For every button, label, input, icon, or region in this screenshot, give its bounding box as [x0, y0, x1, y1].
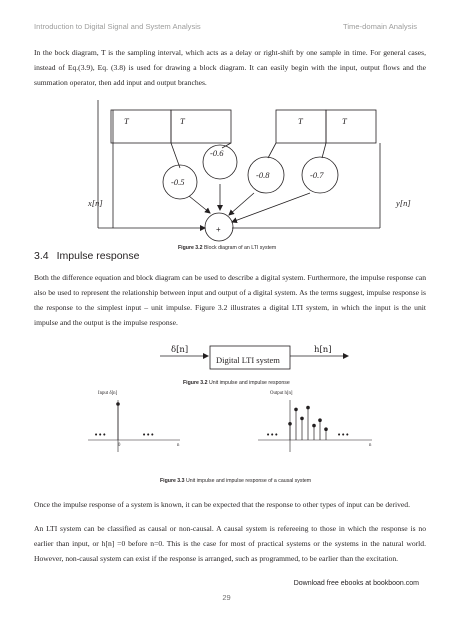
input-stem-group — [116, 402, 120, 440]
output-stem-marker-7 — [312, 424, 316, 428]
output-stem-marker-6 — [306, 406, 310, 410]
input-origin-label: 0 — [118, 443, 121, 448]
input-left-ellipsis: ••• — [94, 431, 107, 439]
output-plot-title: Output h[n] — [270, 391, 293, 396]
output-left-ellipsis: ••• — [266, 431, 279, 439]
coefficient-label-3: -0.8 — [256, 170, 270, 180]
figure-caption-text: Block diagram of an LTI system — [203, 245, 277, 251]
input-n-label: n — [177, 443, 180, 448]
bookboon-download-link[interactable]: Download free ebooks at bookboon.com — [293, 580, 419, 587]
impulse-paragraph: Both the difference equation and block diagram can be used to describe a digital system. Furthermore, the impulse response can also be used to represent the relationship between input and output of a digital system. As the terms suggest, impulse response is the response to the simplest input – unit impulse. Figure 3.2 illustrates a digital LTI system, in which the input is the unit impulse and the output is the impulse response. — [34, 273, 426, 327]
known-response-paragraph: Once the impulse response of a system is known, it can be expected that the response to other types of input can be derived. — [34, 500, 410, 509]
figure-number: Figure 3.3 — [160, 478, 185, 484]
figure-number: Figure 3.2 — [178, 245, 203, 251]
figure-caption-text: Unit impulse and impulse response — [208, 380, 290, 386]
output-right-ellipsis: ••• — [337, 431, 350, 439]
input-stem-marker-3 — [116, 402, 120, 406]
coefficient-label-1: -0.5 — [171, 177, 185, 187]
delay-label-4: T — [342, 116, 347, 126]
output-stem-marker-3 — [288, 422, 292, 426]
intro-paragraph: In the bock diagram, T is the sampling interval, which acts as a delay or right-shift by one sample in time. For general cases, instead of Eq.(3.9), Eq. (3.8) is used for drawing a block diagram. It can easily begin with the input, output flows and the summation operator, then add input and output branches. — [34, 48, 426, 87]
input-plot-title: Input δ[n] — [98, 391, 118, 396]
output-stem-marker-4 — [294, 408, 298, 412]
section-number: 3.4 — [34, 250, 49, 262]
coefficient-label-4: -0.7 — [310, 170, 324, 180]
input-right-ellipsis: ••• — [142, 431, 155, 439]
page-number: 29 — [222, 593, 231, 602]
input-signal-label: x[n] — [88, 198, 103, 208]
figure-caption-causal — [160, 478, 311, 484]
delay-label-3: T — [298, 116, 303, 126]
output-stem-group — [288, 406, 328, 440]
delay-label-1: T — [124, 116, 129, 126]
lti-output-label: h[n] — [314, 345, 332, 355]
causal-paragraph: An LTI system can be classified as causal or non-causal. A causal system is refereeing to those in which the response is no earlier than input, or h[n] =0 before n=0. This is the case for most of practical systems or the systems in the natural world. However, non-causal system can exist if the response is arranged, such as programmed, to be earlier than the excitation. — [34, 524, 426, 563]
running-header-chapter: Time-domain Analysis — [343, 22, 417, 31]
figure-caption-text: Unit impulse and impulse response of a causal system — [185, 478, 312, 484]
output-signal-label: y[n] — [396, 198, 411, 208]
figure-number: Figure 3.2 — [183, 380, 208, 386]
running-header-title: Introduction to Digital Signal and System Analysis — [34, 22, 201, 31]
coefficient-label-2: -0.6 — [210, 148, 224, 158]
summation-symbol: + — [216, 225, 221, 234]
lti-input-label: δ[n] — [171, 345, 189, 355]
output-n-label: n — [369, 443, 372, 448]
delay-label-2: T — [180, 116, 185, 126]
output-stem-marker-8 — [318, 418, 322, 422]
output-stem-marker-5 — [300, 417, 304, 421]
output-stem-marker-9 — [324, 427, 328, 431]
section-title: Impulse response — [56, 250, 140, 262]
lti-box-label: Digital LTI system — [216, 355, 280, 365]
